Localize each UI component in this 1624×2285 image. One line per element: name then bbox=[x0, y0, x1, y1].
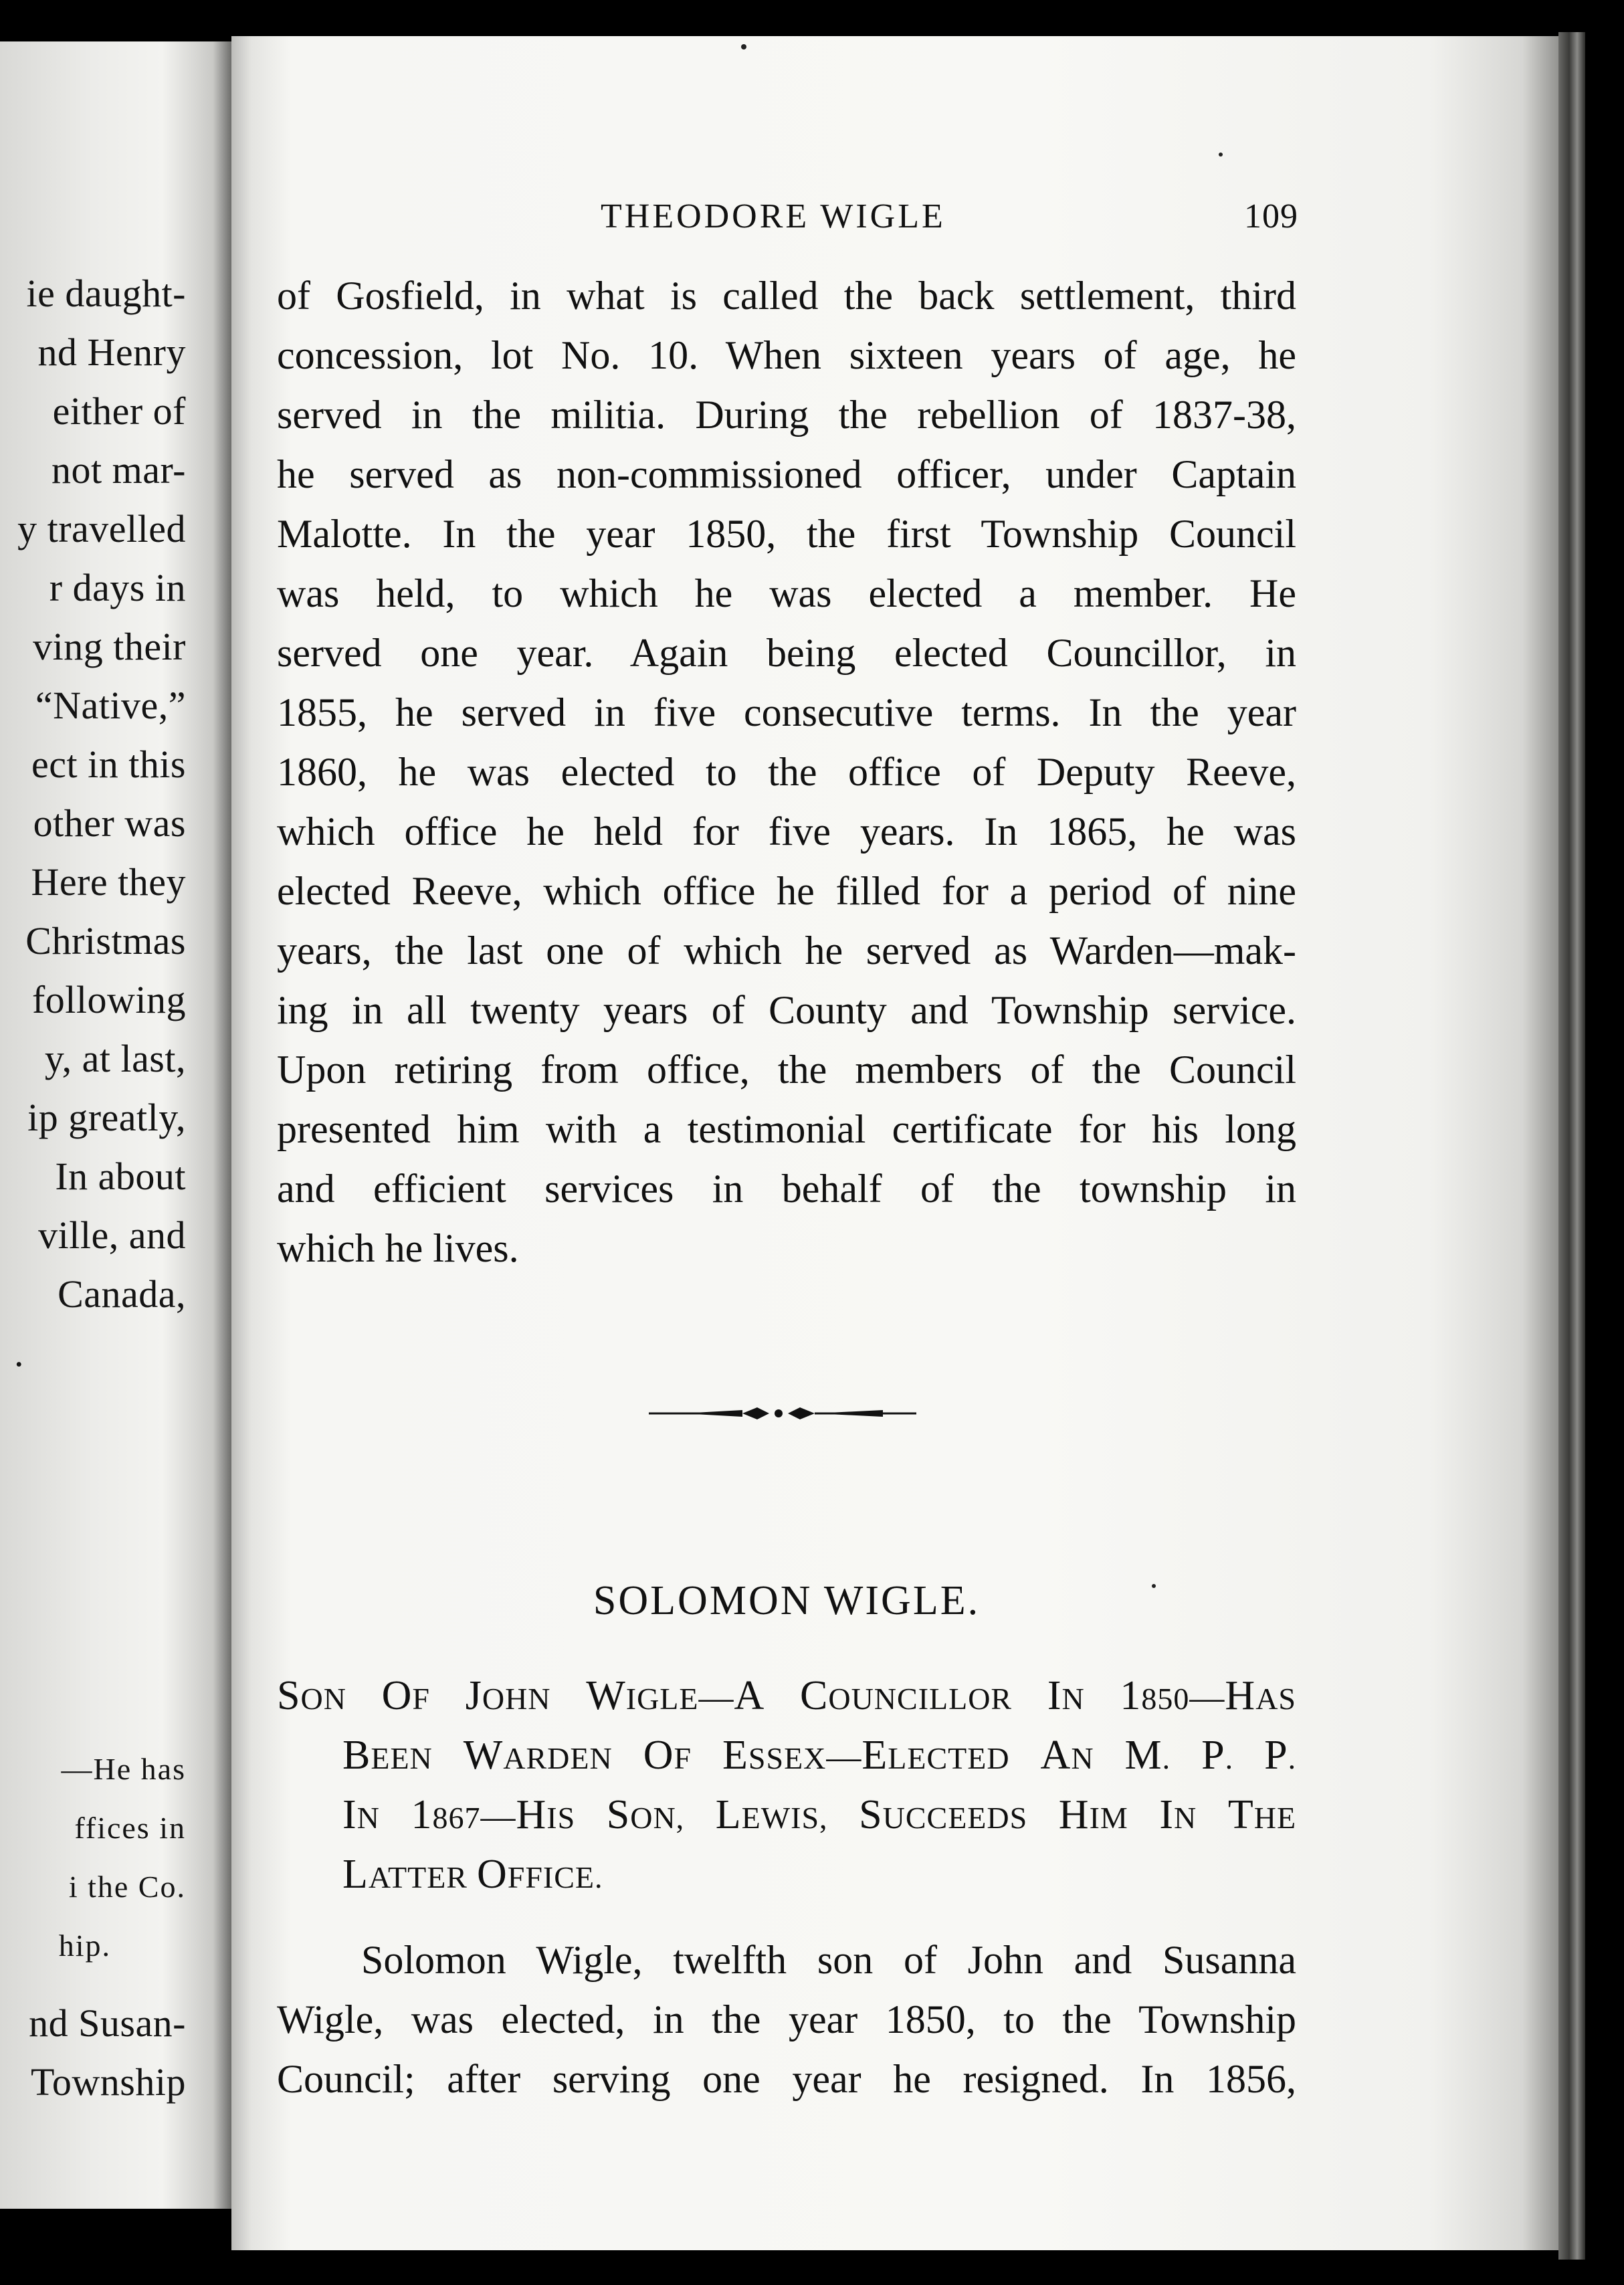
left-page-line: following bbox=[31, 978, 186, 1021]
left-page-line: not mar- bbox=[52, 448, 186, 492]
section-summary-line: SON OF JOHN WIGLE—A COUNCILLOR IN 1850—HAS bbox=[277, 1673, 1297, 1718]
left-page-line: Canada, bbox=[58, 1272, 186, 1316]
body-text-line: Malotte. In the year 1850, the first Township Council bbox=[277, 512, 1296, 556]
body-text-line: he served as non-commissioned officer, under Captain bbox=[277, 452, 1296, 496]
left-page-line: In about bbox=[55, 1155, 186, 1198]
left-page-line: “Native,” bbox=[35, 684, 186, 727]
left-page-line: nd Henry bbox=[37, 330, 186, 374]
body-text-line: served in the militia. During the rebellion of 1837-38, bbox=[277, 393, 1296, 437]
body-text-line: elected Reeve, which office he filled for a period of nine bbox=[277, 869, 1296, 913]
left-page-line: Christmas bbox=[25, 919, 186, 963]
section-divider-ornament bbox=[642, 1398, 923, 1429]
left-page-line: nd Susan- bbox=[29, 2001, 186, 2045]
left-page-line: Township bbox=[31, 2060, 186, 2104]
body-text-line: served one year. Again being elected Councillor, in bbox=[277, 631, 1296, 675]
body-text-line: which he lives. bbox=[277, 1226, 519, 1270]
section-body-line: Council; after serving one year he resigned. In 1856, bbox=[277, 2057, 1296, 2101]
left-page-line: y, at last, bbox=[44, 1037, 186, 1080]
left-page-line: ving their bbox=[33, 625, 186, 668]
body-text-line: was held, to which he was elected a member. He bbox=[277, 571, 1296, 615]
section-summary-line: BEEN WARDEN OF ESSEX—ELECTED AN M. P. P. bbox=[342, 1732, 1297, 1778]
left-page-line: other was bbox=[33, 801, 186, 845]
left-page-summary-line: ffices in bbox=[74, 1811, 186, 1845]
body-text-line: presented him with a testimonial certificate for his long bbox=[277, 1107, 1296, 1151]
left-page-line: . bbox=[14, 1331, 24, 1375]
body-text-line: 1855, he served in five consecutive terms. In the year bbox=[277, 690, 1296, 734]
left-page-summary-line: i the Co. bbox=[68, 1870, 186, 1904]
previous-page-fragment bbox=[0, 41, 231, 2209]
page-edge bbox=[1558, 32, 1585, 2260]
body-text-line: and efficient services in behalf of the township in bbox=[277, 1167, 1296, 1211]
dust-speck bbox=[741, 44, 746, 49]
page-number: 109 bbox=[1244, 197, 1298, 235]
body-text-line: years, the last one of which he served as Warden—mak- bbox=[277, 928, 1296, 973]
left-page-line: ect in this bbox=[31, 742, 186, 786]
left-page-summary-line: —He has bbox=[61, 1752, 186, 1786]
section-summary-line: LATTER OFFICE. bbox=[342, 1852, 603, 1897]
dust-speck bbox=[1219, 153, 1223, 157]
left-page-summary-line: hip. bbox=[58, 1928, 111, 1963]
section-heading: SOLOMON WIGLE. bbox=[593, 1578, 981, 1623]
section-body-line: Solomon Wigle, twelfth son of John and Susanna bbox=[361, 1938, 1296, 1982]
running-header-title: THEODORE WIGLE bbox=[601, 197, 946, 235]
left-page-line: either of bbox=[52, 389, 186, 433]
section-summary-line: IN 1867—HIS SON, LEWIS, SUCCEEDS HIM IN THE bbox=[342, 1792, 1297, 1837]
left-page-line: y travelled bbox=[17, 507, 186, 551]
section-body-line: Wigle, was elected, in the year 1850, to the Township bbox=[277, 1997, 1296, 2042]
left-page-line: ie daught- bbox=[26, 272, 186, 315]
left-page-line: ip greatly, bbox=[27, 1096, 186, 1139]
body-text-line: 1860, he was elected to the office of Deputy Reeve, bbox=[277, 750, 1296, 794]
body-text-line: of Gosfield, in what is called the back settlement, third bbox=[277, 274, 1296, 318]
left-page-line: r days in bbox=[49, 566, 186, 609]
body-text-line: which office he held for five years. In 1865, he was bbox=[277, 809, 1296, 854]
body-text-line: Upon retiring from office, the members of the Council bbox=[277, 1048, 1296, 1092]
left-page-line: Here they bbox=[31, 860, 186, 904]
body-text-line: concession, lot No. 10. When sixteen years of age, he bbox=[277, 333, 1296, 377]
left-page-line: ville, and bbox=[38, 1213, 186, 1257]
body-text-line: ing in all twenty years of County and Township service. bbox=[277, 988, 1296, 1032]
